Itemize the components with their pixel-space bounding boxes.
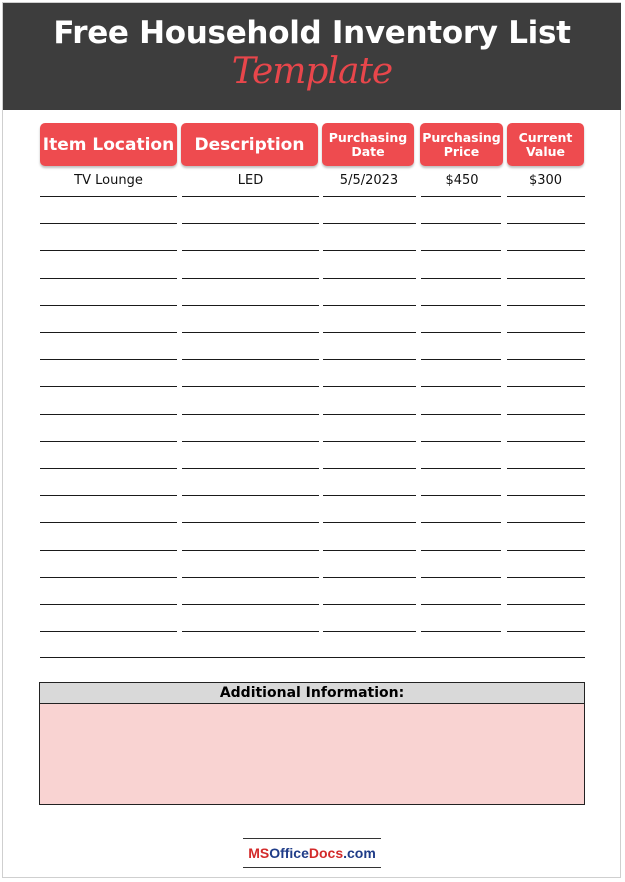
table-cell-value: $300 — [528, 173, 563, 188]
table-row-line — [182, 495, 319, 496]
table-row-line — [40, 631, 177, 632]
table-row-line — [40, 386, 177, 387]
table-row-line — [323, 468, 416, 469]
table-row-line — [421, 604, 501, 605]
table-row-line — [421, 332, 501, 333]
table-row-line — [323, 196, 416, 197]
table-row-line — [40, 441, 177, 442]
table-row-line — [182, 550, 319, 551]
column-header-item-location: Item Location — [40, 123, 177, 166]
table-row-line — [507, 550, 585, 551]
table-row-line — [40, 196, 177, 197]
column-header-description: Description — [181, 123, 318, 166]
table-row-line — [40, 250, 177, 251]
table-row-line — [507, 359, 585, 360]
table-row-line — [323, 495, 416, 496]
table-row-line — [421, 631, 501, 632]
table-row-line — [507, 196, 585, 197]
table-row-line — [421, 522, 501, 523]
table-row-line — [507, 386, 585, 387]
table-row-line — [507, 604, 585, 605]
table-row-line — [323, 223, 416, 224]
table-row-line — [323, 386, 416, 387]
table-row-line — [182, 223, 319, 224]
column-header-purchasing-date: Purchasing Date — [322, 123, 414, 166]
table-row-line — [40, 223, 177, 224]
table-row-line — [507, 631, 585, 632]
table-row-line — [421, 250, 501, 251]
table-row-line — [40, 332, 177, 333]
table-row-line — [323, 577, 416, 578]
table-row-line — [40, 550, 177, 551]
additional-info-label: Additional Information: — [40, 683, 584, 704]
table-row-line — [323, 522, 416, 523]
table-row-line — [421, 468, 501, 469]
table-row-line — [507, 495, 585, 496]
table-row-line — [40, 495, 177, 496]
table-row-line — [421, 414, 501, 415]
table-row-line — [323, 359, 416, 360]
table-row-line — [421, 577, 501, 578]
page-subtitle: Template — [231, 51, 393, 92]
table-row-line — [507, 332, 585, 333]
table-row-line — [507, 468, 585, 469]
table-row-line — [421, 495, 501, 496]
table-row-line — [507, 250, 585, 251]
table-row-line — [421, 386, 501, 387]
table-row-line — [421, 223, 501, 224]
table-row-line — [507, 305, 585, 306]
table-row-line — [323, 441, 416, 442]
table-row-line — [323, 278, 416, 279]
table-bottom-line — [40, 657, 585, 658]
table-row-line — [323, 332, 416, 333]
table-row-line — [507, 223, 585, 224]
table-row-line — [182, 468, 319, 469]
table-row-line — [421, 278, 501, 279]
additional-info-box[interactable] — [39, 682, 585, 805]
table-row-line — [182, 522, 319, 523]
table-row-line — [40, 278, 177, 279]
table-row-line — [40, 604, 177, 605]
table-row-line — [182, 332, 319, 333]
table-row-line — [323, 250, 416, 251]
table-row-line — [182, 386, 319, 387]
additional-info-area[interactable] — [40, 704, 584, 804]
table-row-line — [182, 305, 319, 306]
table-cell-location: TV Lounge — [74, 173, 143, 188]
table-row-line — [421, 196, 501, 197]
table-row-line — [507, 522, 585, 523]
table-row-line — [421, 359, 501, 360]
column-header-purchasing-price: Purchasing Price — [420, 123, 503, 166]
table-row-line — [421, 550, 501, 551]
table-row-line — [323, 305, 416, 306]
table-row-line — [40, 359, 177, 360]
table-row-line — [507, 414, 585, 415]
table-row-line — [323, 414, 416, 415]
table-row-line — [507, 278, 585, 279]
table-row-line — [182, 631, 319, 632]
column-header-current-value: Current Value — [507, 123, 584, 166]
title-banner — [3, 3, 621, 110]
table-row-line — [323, 604, 416, 605]
table-row-line — [421, 305, 501, 306]
table-cell-date: 5/5/2023 — [339, 173, 399, 188]
table-row-line — [507, 441, 585, 442]
table-cell-description: LED — [237, 173, 264, 188]
table-row-line — [182, 604, 319, 605]
table-row-line — [182, 278, 319, 279]
table-row-line — [40, 468, 177, 469]
table-row-line — [182, 196, 319, 197]
table-cell-price: $450 — [445, 173, 479, 188]
table-row-line — [323, 631, 416, 632]
page-title: Free Household Inventory List — [53, 15, 571, 51]
table-row-line — [40, 305, 177, 306]
table-row-line — [182, 250, 319, 251]
table-row-line — [323, 550, 416, 551]
table-row-line — [40, 522, 177, 523]
table-row-line — [40, 577, 177, 578]
table-row-line — [182, 359, 319, 360]
table-row-line — [40, 414, 177, 415]
table-row-line — [421, 441, 501, 442]
table-row-line — [182, 441, 319, 442]
table-row-line — [182, 577, 319, 578]
msofficedocs-logo: MS Office Docs .com — [243, 838, 381, 868]
table-row-line — [507, 577, 585, 578]
table-row-line — [182, 414, 319, 415]
